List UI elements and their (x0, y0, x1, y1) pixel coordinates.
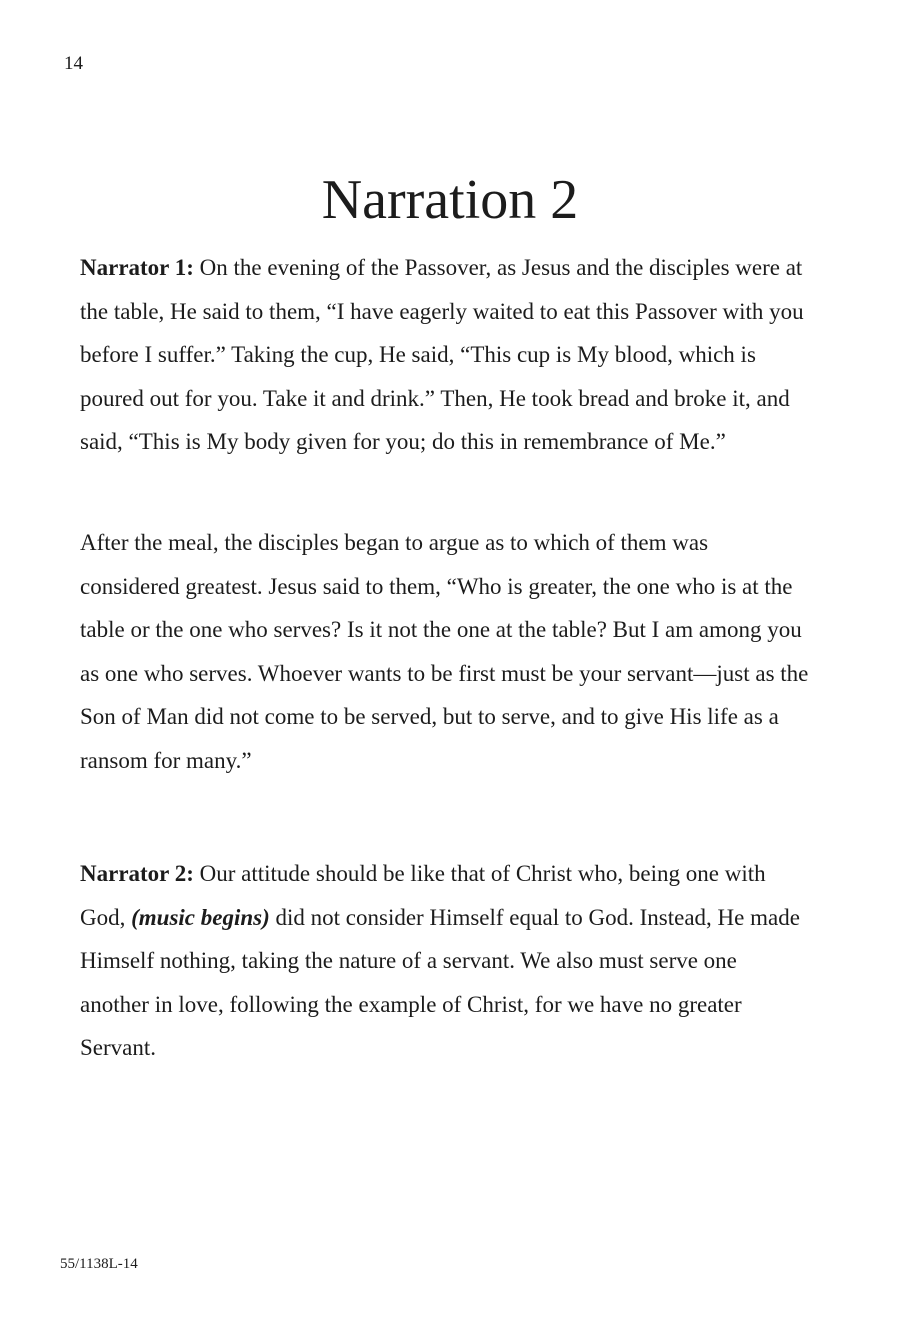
continuation-paragraph: After the meal, the disciples began to argue as to which of them was considered greatest. Jesus said to them, “Who is greater, the one who is at the table or the one who serves? Is it not the one at the table? But I am among you as one who serves. Whoever wants to be first must be your servant—just as the Son of Man did not come to be served, but to serve, and to give His life as a ransom for many.” (80, 530, 809, 773)
footer-code: 55/1138L-14 (60, 1256, 138, 1272)
page-number: 14 (64, 53, 83, 74)
narrator-2-text-before-cue: Our attitude should be like that of Christ who, being one with God, (80, 861, 766, 930)
music-cue: (music begins) (131, 904, 270, 930)
page-title: Narration 2 (321, 169, 579, 231)
narrator-1-paragraph (80, 246, 810, 464)
speaker-label-narrator-1: Narrator 1: (80, 255, 194, 280)
speaker-label-narrator-2: Narrator 2: (80, 861, 194, 886)
narrator-2-paragraph (80, 852, 810, 1070)
narrator-1-text: On the evening of the Passover, as Jesus and the disciples were at the table, He said to them, “I have eagerly waited to eat this Passover with you before I suffer.” Taking the cup, He said, “This cup is My blood, which is poured out for you. Take it and drink.” Then, He took bread and broke it, and said, “This is My body given for you; do this in remembrance of Me.” (80, 255, 804, 455)
narrator-2-text-after-cue: did not consider Himself equal to God. Instead, He made Himself nothing, taking the nature of a servant. We also must serve one another in love, following the example of Christ, for we have no greater Servant. (80, 904, 800, 1061)
